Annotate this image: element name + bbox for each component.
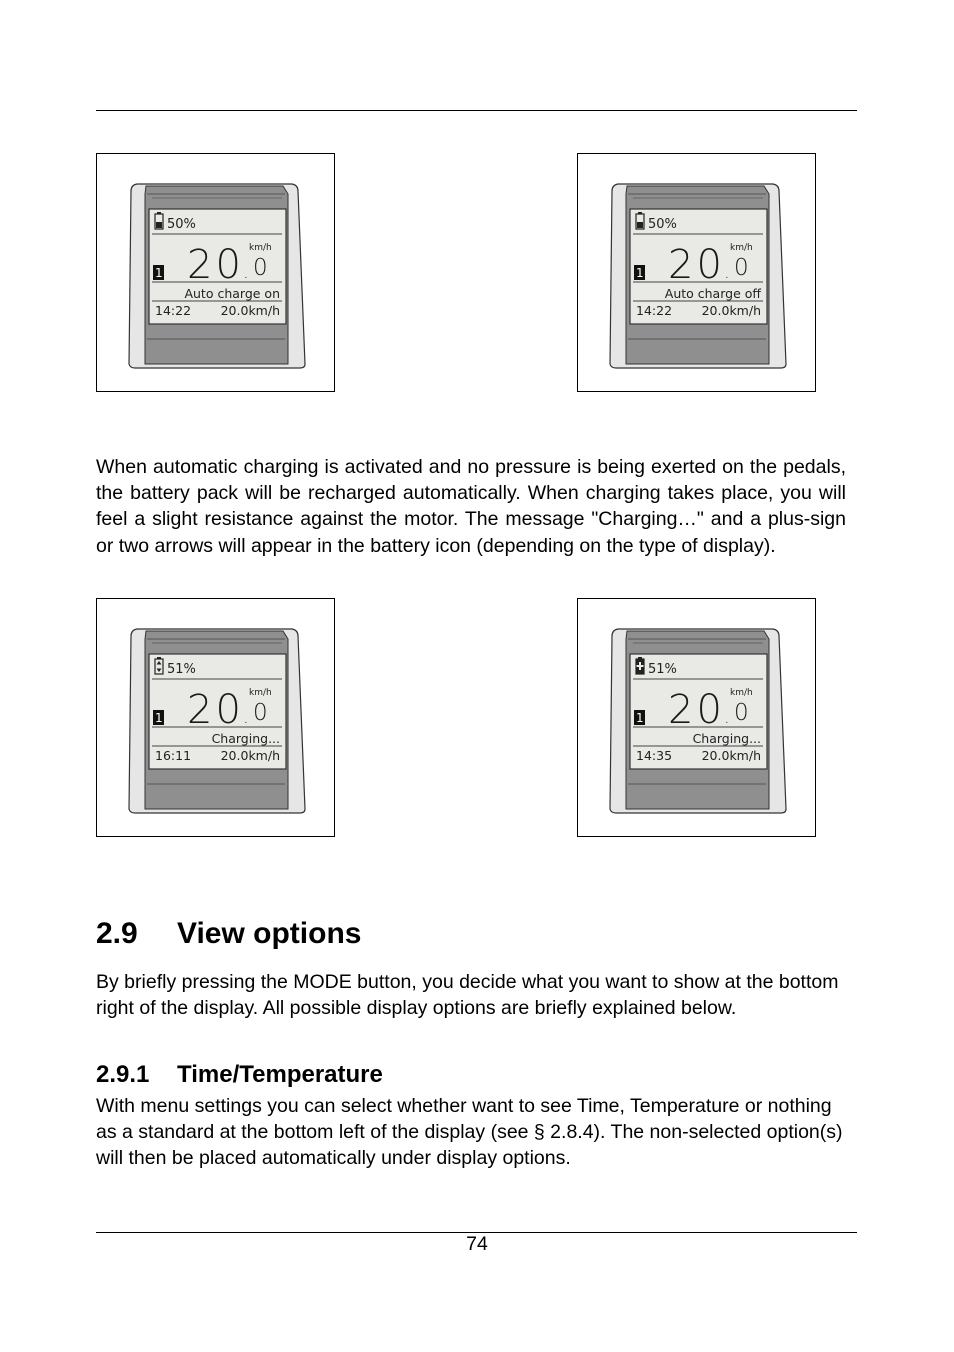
speed-unit: km/h (730, 243, 753, 253)
speed-decimal-point: . (724, 707, 733, 728)
speed-decimal-point: . (724, 262, 733, 283)
speed-integer: 20 (668, 242, 725, 288)
speed-decimal: 0 (253, 255, 271, 281)
header-rule (96, 110, 857, 111)
speed-unit: km/h (249, 688, 272, 698)
speed-decimal: 0 (734, 255, 752, 281)
status-message: Charging... (692, 731, 761, 746)
average-speed: 20.0km/h (701, 303, 761, 318)
subsection-title: Time/Temperature (177, 1061, 383, 1088)
speed-decimal: 0 (734, 700, 752, 726)
speed-unit: km/h (249, 243, 272, 253)
paragraph-auto-charging: When automatic charging is activated and no pressure is being exerted on the pedals, the battery pack will be recharged automatically. When charging takes place, you will feel a slight resistance against the motor. The message "Charging…" and a plus-sign or two arrows will appear in the battery icon (depending on the type of display). (96, 456, 846, 557)
speed-unit: km/h (730, 688, 753, 698)
time-readout: 14:22 (155, 303, 192, 318)
display-device (578, 154, 817, 393)
section-heading (96, 917, 361, 951)
assist-level: 1 (155, 266, 163, 280)
speed-integer: 20 (187, 242, 244, 288)
display-figure-auto-charge-on (96, 153, 335, 392)
battery-percentage: 51% (648, 662, 677, 677)
speed-integer: 20 (668, 687, 725, 733)
time-readout: 14:35 (636, 748, 673, 763)
average-speed: 20.0km/h (701, 748, 761, 763)
paragraph-time-temperature: With menu settings you can select whether want to see Time, Temperature or nothing as a standard at the bottom left of the display (see § 2.8.4). The non-selected option(s) will then be placed automatically under display options. (96, 1095, 843, 1170)
section-title: View options (177, 917, 362, 950)
battery-percentage: 50% (648, 217, 677, 232)
time-readout: 16:11 (155, 748, 192, 763)
assist-level: 1 (155, 711, 163, 725)
average-speed: 20.0km/h (220, 748, 280, 763)
subsection-heading (96, 1061, 383, 1089)
speed-decimal-point: . (243, 707, 252, 728)
speed-integer: 20 (187, 687, 244, 733)
display-figure-charging-arrows (96, 598, 335, 837)
status-message: Charging... (211, 731, 280, 746)
battery-percentage: 51% (167, 662, 196, 677)
paragraph-view-options: By briefly pressing the MODE button, you decide what you want to show at the bottom right of the display. All possible display options are briefly explained below. (96, 971, 839, 1020)
display-device (97, 599, 336, 838)
battery-percentage: 50% (167, 217, 196, 232)
average-speed: 20.0km/h (220, 303, 280, 318)
assist-level: 1 (636, 266, 644, 280)
time-readout: 14:22 (636, 303, 673, 318)
section-number: 2.9 (96, 917, 138, 950)
speed-decimal: 0 (253, 700, 271, 726)
display-device (578, 599, 817, 838)
status-message: Auto charge on (184, 286, 280, 301)
speed-decimal-point: . (243, 262, 252, 283)
display-figure-auto-charge-off (577, 153, 816, 392)
assist-level: 1 (636, 711, 644, 725)
display-device (97, 154, 336, 393)
page-number: 74 (466, 1233, 488, 1255)
display-figure-charging-plus (577, 598, 816, 837)
subsection-number: 2.9.1 (96, 1061, 150, 1088)
battery-charging-plus-icon (636, 657, 644, 674)
status-message: Auto charge off (664, 286, 761, 301)
